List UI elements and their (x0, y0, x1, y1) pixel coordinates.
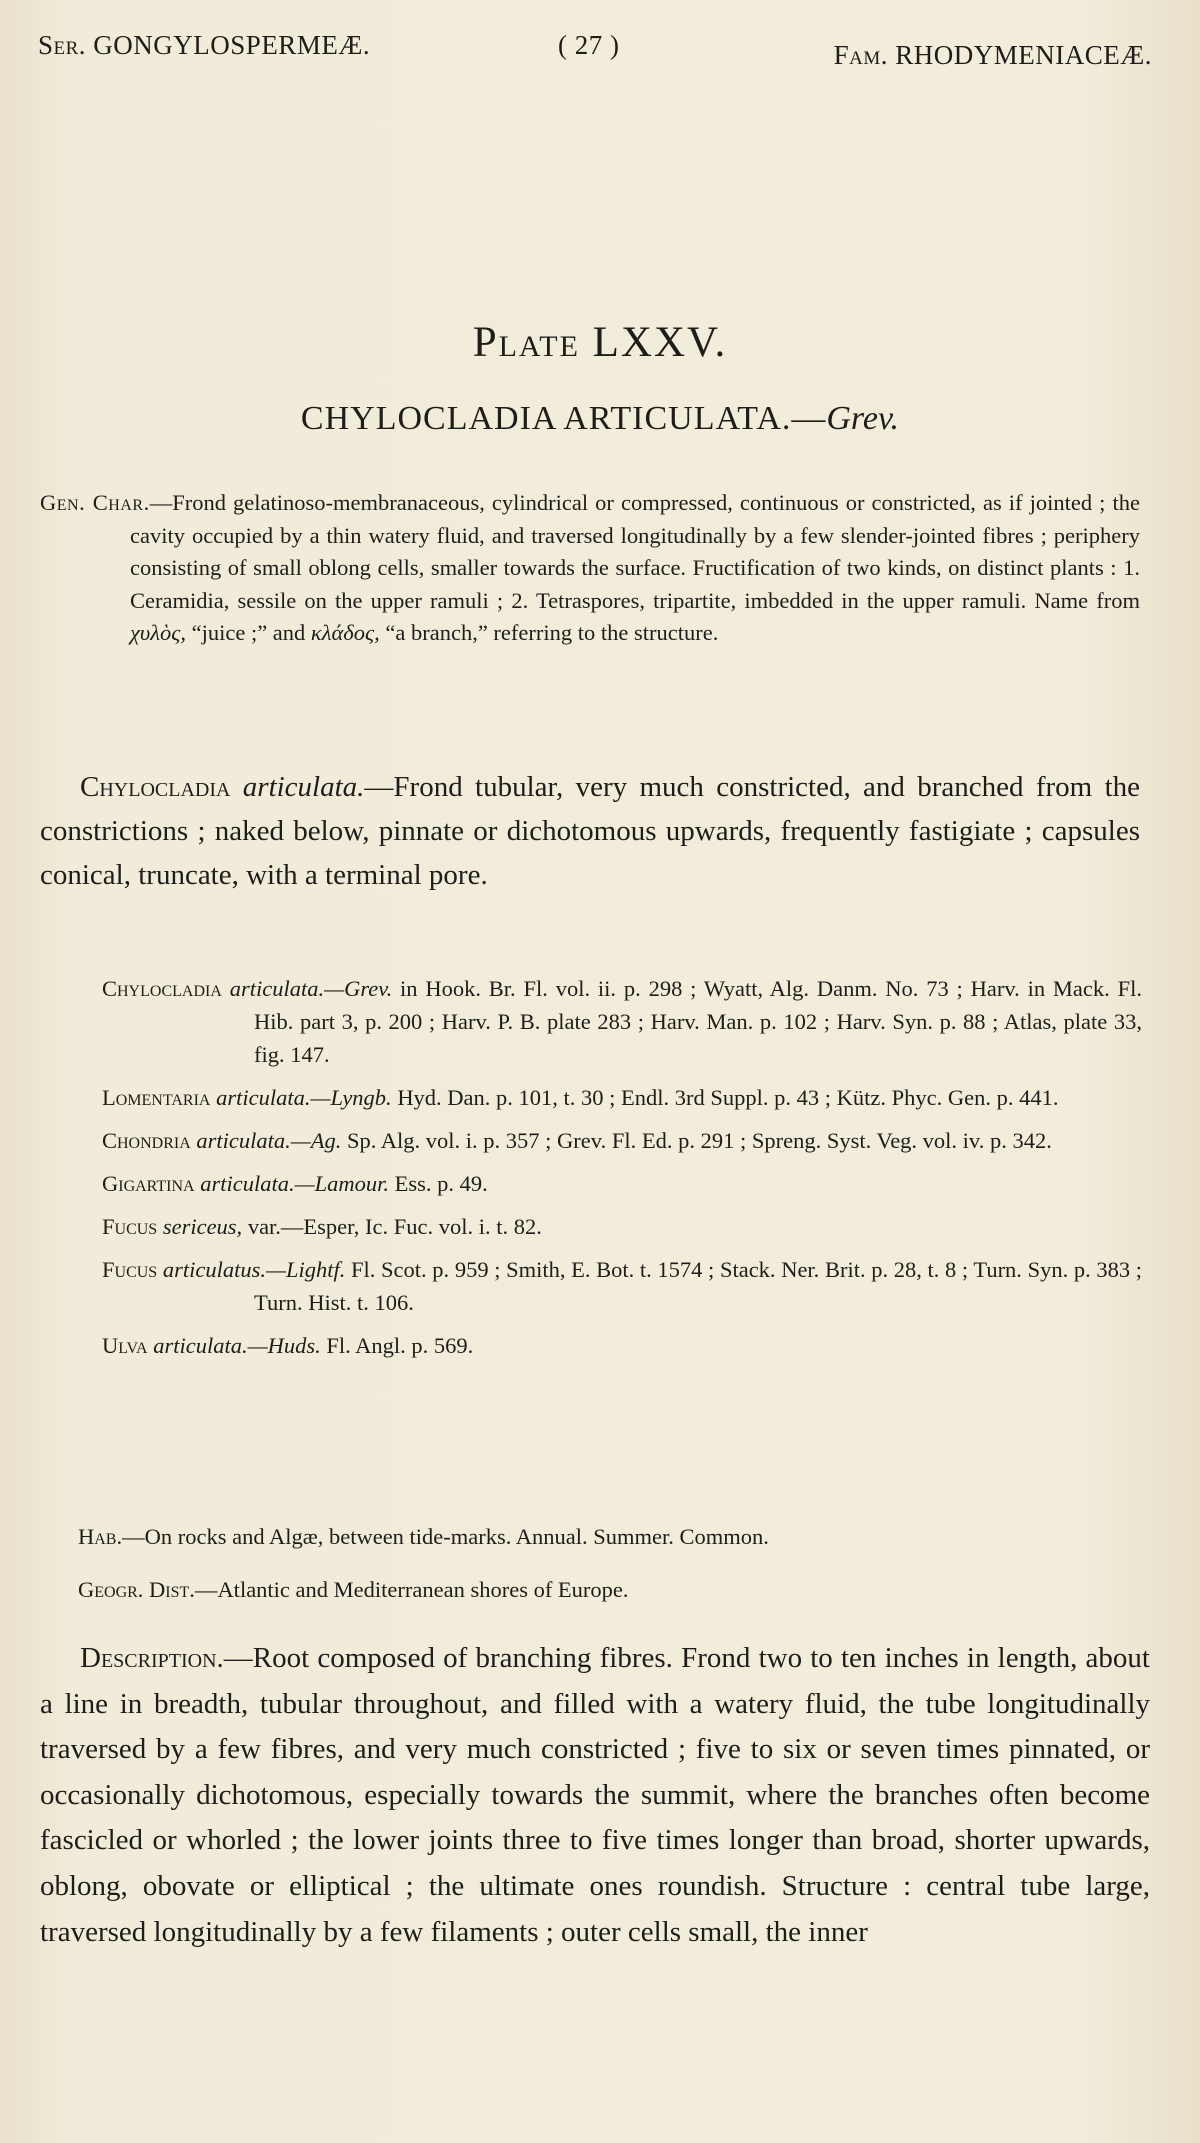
geography-line (78, 1573, 1138, 1606)
generic-characters (40, 487, 1140, 650)
synonym-reference: in Hook. Br. Fl. vol. ii. p. 298 ; Wyatt, Alg. Danm. No. 73 ; Harv. in Mack. Fl. Hib. part 3, p. 200 ; Harv. P. B. plate 283 ; Harv. Man. p. 102 ; Harv. Syn. p. 88 ; Atlas, plate 33, fig. 147. (254, 976, 1142, 1067)
synonym-genus: Fucus (102, 1214, 158, 1239)
synonym-species: articulata.—Huds. (153, 1333, 321, 1358)
species-diagnosis (40, 765, 1140, 897)
diagnosis-species: articulata. (242, 771, 365, 803)
synonym-genus: Fucus (102, 1257, 158, 1282)
synonym-entry (102, 1167, 1142, 1200)
synonym-species: articulata.—Lamour. (200, 1171, 390, 1196)
synonym-entry (102, 1253, 1142, 1319)
synonym-entry (102, 1124, 1142, 1157)
synonym-entry (102, 1081, 1142, 1114)
habitat-label: Hab. (78, 1524, 123, 1549)
synonym-reference: Ess. p. 49. (389, 1171, 488, 1196)
synonym-genus: Chondria (102, 1128, 191, 1153)
gen-char-text-2: “juice ;” and (191, 620, 306, 645)
species-name: CHYLOCLADIA ARTICULATA.— (300, 400, 827, 437)
header-family (834, 40, 1152, 71)
synonym-genus: Gigartina (102, 1171, 195, 1196)
plate-number: LXXV. (592, 319, 728, 366)
synonym-species: articulata.—Ag. (196, 1128, 342, 1153)
header-series-name: GONGYLOSPERMEÆ. (93, 30, 371, 60)
synonym-species: articulata.—Grev. (229, 976, 393, 1001)
habitat-block (78, 1520, 1138, 1626)
diagnosis-text: —Frond tubular, very much constricted, and branched from the constrictions ; naked below, pinnate or dichotomous upwards, frequently fastigiate ; capsules conical, truncate, with a terminal pore. (40, 771, 1141, 891)
header-family-label: Fam. (833, 40, 888, 70)
species-authority: Grev. (826, 400, 900, 437)
page-number: ( 27 ) (558, 30, 620, 60)
plate-label: Plate (472, 319, 580, 366)
synonym-reference: Sp. Alg. vol. i. p. 357 ; Grev. Fl. Ed. p. 291 ; Spreng. Syst. Veg. vol. iv. p. 342. (341, 1128, 1052, 1153)
synonym-species: articulata.—Lyngb. (216, 1085, 392, 1110)
synonym-genus: Lomentaria (102, 1085, 211, 1110)
synonym-reference: Fl. Angl. p. 569. (320, 1333, 474, 1358)
synonym-genus: Chylocladia (102, 976, 222, 1001)
synonym-reference: Hyd. Dan. p. 101, t. 30 ; Endl. 3rd Suppl. p. 43 ; Kütz. Phyc. Gen. p. 441. (391, 1085, 1059, 1110)
habitat-line (78, 1520, 1138, 1553)
habitat-text: —On rocks and Algæ, between tide-marks. Annual. Summer. Common. (122, 1524, 769, 1549)
gen-char-label: Gen. Char. (40, 490, 150, 515)
synonym-entry (102, 972, 1142, 1071)
greek-word-juice: χυλὸς, (130, 620, 186, 645)
synonym-species: articulatus.—Lightf. (162, 1257, 346, 1282)
diagnosis-genus: Chylocladia (80, 771, 231, 803)
synonym-genus: Ulva (102, 1333, 148, 1358)
synonym-entry (102, 1329, 1142, 1362)
description-text: —Root composed of branching fibres. Frond two to ten inches in length, about a line in breadth, tubular throughout, and filled with a watery fluid, the tube longitudinally traversed by a few fibres, and very much constricted ; five to six or seven times pinnated, or occasionally dichotomous, especially towards the summit, where the branches often become fascicled or whorled ; the lower joints three to five times longer than broad, shorter upwards, oblong, obovate or elliptical ; the ultimate ones roundish. Structure : central tube large, traversed longitudinally by a few filaments ; outer cells small, the inner (40, 1642, 1150, 1948)
synonym-reference: var.—Esper, Ic. Fuc. vol. i. t. 82. (242, 1214, 542, 1239)
synonym-species: sericeus, (162, 1214, 243, 1239)
running-header (38, 30, 1152, 70)
species-title (0, 400, 1200, 438)
header-family-name: RHODYMENIACEÆ. (895, 40, 1152, 70)
geography-label: Geogr. Dist. (78, 1577, 195, 1602)
synonym-reference: Fl. Scot. p. 959 ; Smith, E. Bot. t. 1574 ; Stack. Ner. Brit. p. 28, t. 8 ; Turn. Syn. p. 383 ; Turn. Hist. t. 106. (254, 1257, 1142, 1315)
gen-char-text: —Frond gelatinoso-membranaceous, cylindrical or compressed, continuous or constricted, as if jointed ; the cavity occupied by a thin watery fluid, and traversed longitudinally by a few slender-jointed fibres ; periphery consisting of small oblong cells, smaller towards the surface. Fructification of two kinds, on distinct plants : 1. Ceramidia, sessile on the upper ramuli ; 2. Tetraspores, tripartite, imbedded in the upper ramuli. Name from (130, 490, 1140, 613)
geography-text: —Atlantic and Mediterranean shores of Europe. (194, 1577, 629, 1602)
synonymy-list (102, 972, 1142, 1372)
header-series-label: Ser. (38, 30, 87, 60)
description-paragraph (40, 1636, 1150, 1955)
synonym-entry (102, 1210, 1142, 1243)
header-series (38, 30, 370, 61)
greek-word-branch: κλάδος, (310, 620, 380, 645)
gen-char-text-3: “a branch,” referring to the structure. (385, 620, 719, 645)
plate-title (0, 318, 1200, 367)
description-label: Description. (80, 1642, 224, 1674)
